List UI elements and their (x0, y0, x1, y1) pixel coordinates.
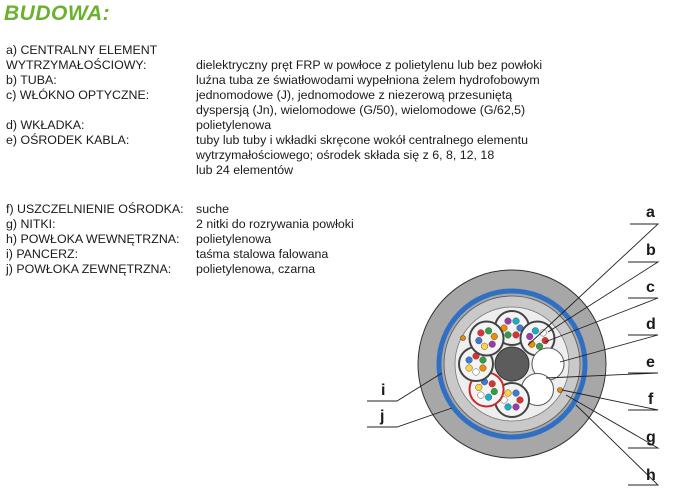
callout-e: e (646, 354, 655, 371)
optical-fiber (536, 343, 543, 350)
optical-fiber (476, 384, 483, 391)
optical-fiber (478, 330, 485, 337)
optical-fiber (466, 357, 473, 364)
section-title: BUDOWA: (4, 2, 111, 25)
spec-g-value: 2 nitki do rozrywania powłoki (196, 217, 354, 231)
spec-j-label: j) POWŁOKA ZEWNĘTRZNA: (6, 262, 172, 276)
optical-fiber (473, 369, 480, 376)
spec-b-label: b) TUBA: (6, 73, 57, 87)
callout-h: h (646, 467, 656, 484)
optical-fiber (505, 390, 512, 397)
optical-fiber (489, 341, 496, 348)
callout-j: j (380, 408, 385, 425)
optical-fiber (505, 404, 512, 411)
spec-c-label: c) WŁÓKNO OPTYCZNE: (6, 88, 150, 102)
spec-d-label: d) WKŁADKA: (6, 118, 85, 132)
spec-e-value-line2: wytrzymałościowego; ośrodek składa się z 6, 8, 12, 18 (196, 148, 495, 162)
optical-fiber (532, 328, 539, 335)
optical-fiber (505, 332, 512, 339)
optical-fiber (481, 343, 488, 350)
optical-fiber (513, 404, 520, 411)
spec-i-label: i) PANCERZ: (6, 247, 79, 261)
optical-fiber (489, 380, 496, 387)
optical-fiber (485, 328, 492, 335)
optical-fiber (480, 357, 487, 364)
optical-fiber (480, 365, 487, 372)
central-strength-member (495, 347, 529, 381)
optical-fiber (513, 390, 520, 397)
spec-a-label-line2: WYTRZYMAŁOŚCIOWY: (6, 58, 147, 72)
spec-f-value: suche (196, 202, 230, 216)
callout-g: g (646, 429, 656, 446)
optical-fiber (478, 392, 485, 399)
loose-tube (470, 322, 504, 356)
optical-fiber (485, 394, 492, 401)
spec-h-label: h) POWŁOKA WEWNĘTRZNA: (6, 232, 180, 246)
optical-fiber (517, 397, 524, 404)
callout-i: i (381, 382, 386, 399)
optical-fiber (476, 337, 483, 344)
optical-fiber (491, 333, 498, 340)
callout-b: b (646, 242, 656, 259)
spec-c-value-line2: dyspersją (Jn), wielomodowe (G/50), wielomodowe (G/62,5) (196, 103, 526, 117)
spec-e-label: e) OŚRODEK KABLA: (6, 133, 130, 147)
spec-j-value: polietylenowa, czarna (196, 262, 316, 276)
spec-a-label-line1: a) CENTRALNY ELEMENT (6, 43, 158, 57)
spec-g-label: g) NITKI: (6, 217, 56, 231)
callout-a: a (646, 204, 655, 221)
ripcord-thread (461, 336, 466, 341)
ripcord-thread (558, 388, 563, 393)
spec-f-label: f) USZCZELNIENIE OŚRODKA: (6, 202, 184, 216)
callout-f: f (648, 391, 654, 408)
spec-h-value: polietylenowa (196, 232, 272, 246)
optical-fiber (526, 333, 533, 340)
spec-e-value-line1: tuby lub tuby i wkładki skręcone wokół centralnego elementu (196, 133, 528, 147)
optical-fiber (513, 332, 520, 339)
spec-b-value: luźna tuba ze światłowodami wypełniona żelem hydrofobowym (196, 73, 540, 87)
callout-c: c (646, 279, 655, 296)
spec-c-value-line1: jednomodowe (J), jednomodowe z niezerową przesuniętą (196, 88, 513, 102)
optical-fiber (513, 318, 520, 325)
optical-fiber (491, 388, 498, 395)
optical-fiber (466, 365, 473, 372)
spec-a-value: dielektryczny pręt FRP w powłoce z polietylenu lub bez powłoki (196, 58, 543, 72)
spec-d-value: polietylenowa (196, 118, 272, 132)
spec-e-value-line3: lub 24 elementów (196, 163, 294, 177)
spec-i-value: taśma stalowa falowana (196, 247, 329, 261)
optical-fiber (505, 318, 512, 325)
callout-d: d (646, 316, 656, 333)
